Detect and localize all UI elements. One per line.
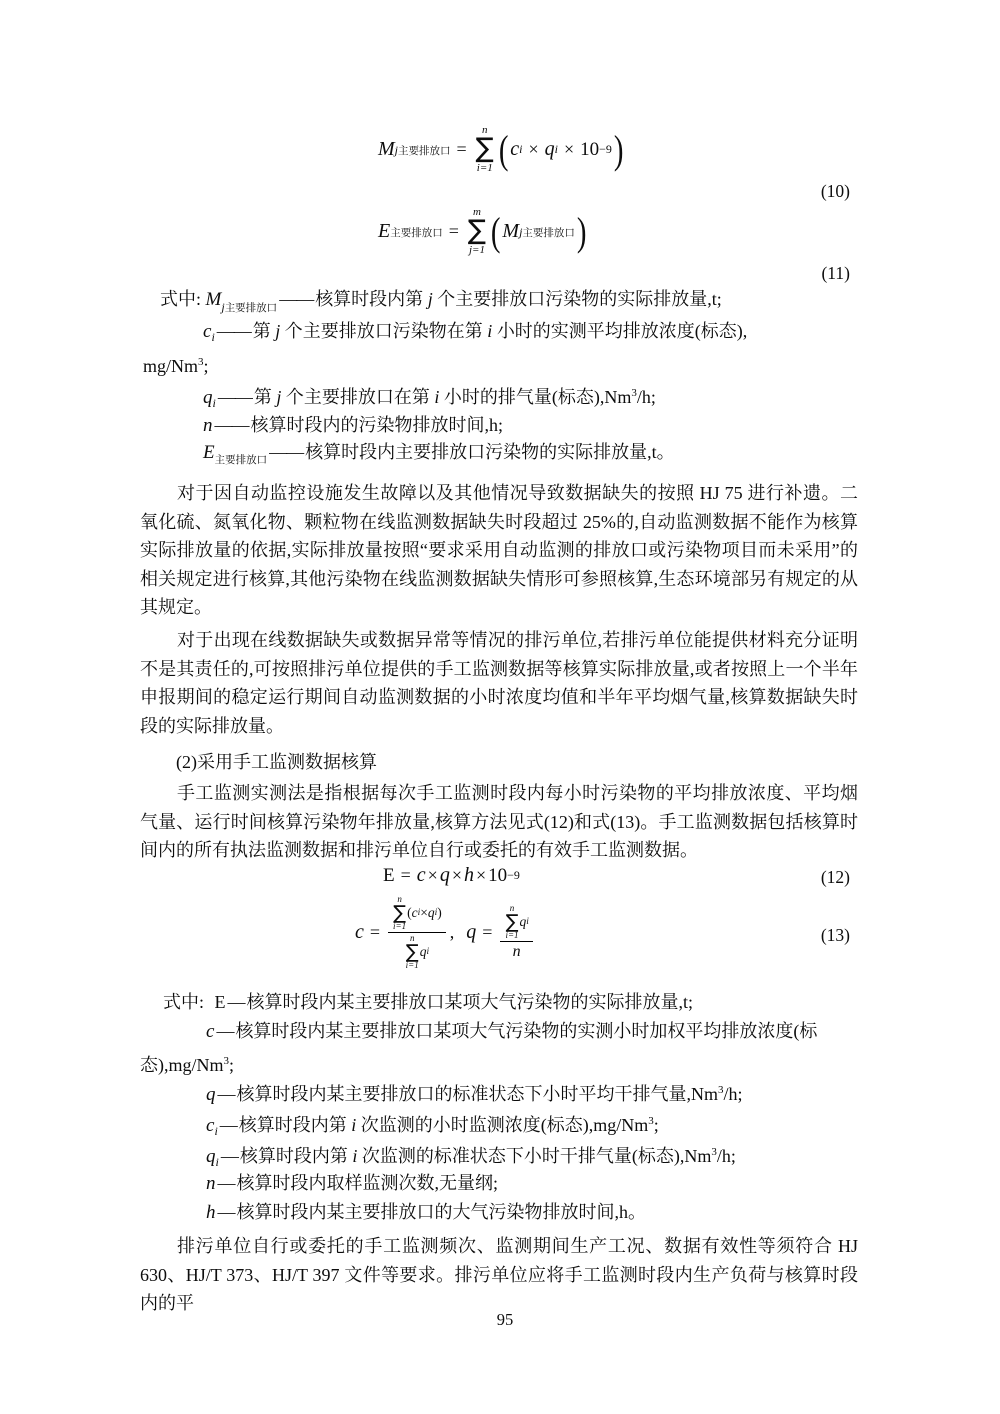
comma: , <box>449 922 455 942</box>
def-line-n2 <box>206 1171 498 1196</box>
math-sub-italic: j <box>394 142 399 157</box>
math-sub: i <box>215 1155 219 1169</box>
definition-text: 核算时段内第 <box>238 1115 352 1135</box>
definition-dash: —— <box>269 442 304 462</box>
left-paren: ( <box>498 126 509 172</box>
math-var: q <box>206 1146 216 1167</box>
definition-text: 核算时段内取样监测次数,无量纲; <box>236 1173 498 1193</box>
definition-text: 第 <box>252 321 276 341</box>
times-op: × <box>528 139 539 159</box>
def-line-M <box>160 287 722 321</box>
math-var: E <box>214 992 226 1012</box>
unit-text: mg/Nm <box>143 356 199 376</box>
math-var-inline: i <box>351 1115 357 1135</box>
heading-manual-monitoring: (2)采用手工监测数据核算 <box>176 752 377 772</box>
math-var-inline: j <box>276 387 282 407</box>
times-op: × <box>427 865 438 885</box>
definition-text: 个主要排放口在第 <box>281 387 435 407</box>
where-label: 式中: <box>160 289 202 309</box>
math-var: h <box>463 864 474 886</box>
unit-sup: 3 <box>198 356 204 368</box>
def-line-h2 <box>206 1200 646 1225</box>
paragraph-responsibility: 对于出现在线数据缺失或数据异常等情况的排污单位,若排污单位能提供材料充分证明不是其责任的,可按照排污单位提供的手工监测数据等核算实际排放量,或者按照上一个半年申报期间的稳定运行期间自动监测数据的小时浓度均值和半年平均烟气量,核算数据缺失时段的实际排放量。 <box>140 630 858 736</box>
math-sub: i <box>526 917 529 927</box>
math-var: M <box>502 220 520 242</box>
right-paren: ) <box>437 905 442 920</box>
math-var: c <box>355 921 364 943</box>
definition-text: 小时的排气量(标态),Nm <box>439 387 632 407</box>
math-var: q <box>439 864 450 886</box>
sum-upper: n <box>397 894 402 904</box>
math-sub-cjk: 主要排放口 <box>224 303 278 314</box>
math-var: c <box>206 1115 215 1136</box>
unit-sup: 3 <box>648 1115 654 1127</box>
math-var: q <box>206 1084 216 1105</box>
math-var: q <box>203 387 213 408</box>
math-var: n <box>206 1173 216 1194</box>
math-const: 10 <box>488 864 508 886</box>
page-number: 95 <box>496 1310 514 1329</box>
definition-text: 次监测的标准状态下小时干排气量(标态),Nm <box>357 1146 712 1166</box>
math-sub-italic: j <box>221 300 225 314</box>
sum-upper: n <box>482 124 488 136</box>
definition-dash: — <box>217 1173 235 1193</box>
def-line-c2 <box>206 1019 817 1044</box>
sum-lower: i=1 <box>505 930 519 940</box>
unit-sup: 3 <box>711 1146 717 1158</box>
math-var: c <box>510 138 520 160</box>
equation-number-10 <box>140 181 850 202</box>
definition-text: 个主要排放口污染物的实际排放量,t; <box>432 289 722 309</box>
math-sub-italic: j <box>519 224 523 239</box>
def-line-unit <box>143 350 209 378</box>
math-sub: i <box>434 908 438 918</box>
math-var-inline: j <box>275 321 281 341</box>
math-var: q <box>427 905 435 920</box>
math-var: c <box>206 1021 215 1042</box>
definition-text: /h; <box>723 1084 743 1104</box>
sigma-symbol: ∑ <box>467 215 487 246</box>
math-var: E <box>383 864 395 886</box>
definition-text: /h; <box>636 387 656 407</box>
sigma-symbol: ∑ <box>393 902 406 924</box>
math-var: E <box>203 442 215 463</box>
math-sub: i <box>426 947 430 957</box>
math-op: = <box>369 922 381 942</box>
paragraph-monitoring-frequency: 排污单位自行或委托的手工监测频次、监测期间生产工况、数据有效性等须符合 HJ 630、HJ/T 373、HJ/T 397 文件等要求。排污单位应将手工监测时段内生产负荷与核算时段内的平 <box>140 1236 858 1314</box>
summation <box>476 125 494 174</box>
math-sub: i <box>214 1124 218 1138</box>
def-line-E2 <box>163 990 693 1014</box>
math-var: h <box>206 1202 216 1223</box>
math-sub: i <box>554 142 558 156</box>
definition-dash: —— <box>279 289 314 309</box>
math-var-inline: i <box>352 1146 358 1166</box>
def-line-q2 <box>206 1078 743 1107</box>
math-var: c <box>416 864 426 886</box>
sigma-symbol: ∑ <box>475 133 494 164</box>
definition-text: 核算时段内某主要排放口某项大气污染物的实际排放量,t; <box>246 992 694 1012</box>
def-line-unit2 <box>140 1049 234 1077</box>
def-line-E <box>203 440 675 473</box>
def-line-ci2 <box>206 1109 659 1143</box>
sum-lower: i=1 <box>476 162 493 174</box>
math-op: = <box>482 922 493 942</box>
equation-number-13 <box>140 925 850 946</box>
left-paren: ( <box>407 905 412 920</box>
math-op: = <box>400 865 411 885</box>
unit-text: ; <box>203 356 209 376</box>
definition-text: 第 <box>253 387 277 407</box>
math-var: n <box>512 943 521 960</box>
math-const: 10 <box>580 138 600 160</box>
math-sub: i <box>519 142 523 156</box>
right-paren: ) <box>613 126 624 172</box>
definition-dash: — <box>217 1202 235 1222</box>
definition-dash: —— <box>216 321 251 341</box>
math-var: q <box>544 138 555 160</box>
definition-dash: — <box>216 1021 234 1041</box>
unit-sup: 3 <box>223 1055 229 1067</box>
math-var-inline: i <box>487 321 493 341</box>
definition-dash: — <box>220 1146 238 1166</box>
math-exp: −9 <box>507 868 520 882</box>
sum-lower: i=1 <box>405 960 419 970</box>
left-paren: ( <box>490 208 501 254</box>
sigma-symbol: ∑ <box>505 911 519 933</box>
where-label: 式中: <box>163 992 205 1012</box>
math-sub <box>519 224 575 240</box>
math-var: c <box>203 321 212 342</box>
definition-text: 核算时段内某主要排放口的标准状态下小时平均干排气量,Nm <box>236 1084 718 1104</box>
math-sub: i <box>417 908 421 918</box>
times-op: × <box>563 139 575 159</box>
math-exp: −9 <box>599 142 612 156</box>
definition-text: 核算时段内第 <box>315 289 428 309</box>
math-sub <box>221 299 277 315</box>
times-op: × <box>420 905 428 920</box>
math-op: = <box>456 139 467 159</box>
sigma-symbol: ∑ <box>405 941 419 963</box>
math-var: M <box>205 289 222 310</box>
definition-dash: — <box>219 1115 237 1135</box>
right-paren: ) <box>576 208 587 254</box>
sum-lower: j=1 <box>468 244 485 256</box>
definition-text: /h; <box>716 1146 736 1166</box>
math-var: q <box>519 914 527 929</box>
definition-text: 核算时段内的污染物排放时间,h; <box>250 415 503 435</box>
math-sub <box>395 142 451 158</box>
equation-number-12 <box>140 864 850 888</box>
math-var: n <box>203 415 213 436</box>
definition-text: ; <box>653 1115 659 1135</box>
paragraph-manual-method: 手工监测实测法是指根据每次手工监测时段内每小时污染物的平均排放浓度、平均烟气量、运行时间核算污染物年排放量,核算方法见式(12)和式(13)。手工监测数据包括核算时间内的所有执法监测数据和排污单位自行或委托的有效手工监测数据。 <box>140 783 858 861</box>
sum-upper: m <box>473 206 481 218</box>
sum-upper: n <box>409 933 415 943</box>
math-var: E <box>378 220 391 242</box>
unit-sup: 3 <box>718 1084 724 1096</box>
equation-number-text: (10) <box>820 181 850 201</box>
definition-text: 个主要排放口污染物在第 <box>280 321 488 341</box>
math-sub-cjk: 主要排放口 <box>214 455 268 466</box>
unit-text: 态),mg/Nm <box>140 1055 224 1075</box>
math-sub-cjk: 主要排放口 <box>398 145 451 157</box>
math-var: M <box>378 138 395 160</box>
equation-number-text: (13) <box>820 925 850 945</box>
definition-text: 核算时段内主要排放口污染物的实际排放量,t。 <box>305 442 675 462</box>
math-sub-cjk: 主要排放口 <box>522 227 575 239</box>
sum-lower: i=1 <box>393 921 407 931</box>
def-line-qi2 <box>206 1140 736 1174</box>
def-line-n <box>203 413 503 438</box>
math-op: = <box>448 221 459 241</box>
unit-sup: 3 <box>631 387 637 399</box>
math-sub: i <box>212 396 216 410</box>
math-var: q <box>466 921 477 943</box>
definition-dash: —— <box>217 387 252 407</box>
definition-text: 核算时段内第 <box>239 1146 353 1166</box>
definition-dash: — <box>217 1084 235 1104</box>
paragraph-data-gap-rules: 对于因自动监控设施发生故障以及其他情况导致数据缺失的按照 HJ 75 进行补遗。二氧化硫、氮氧化物、颗粒物在线监测数据缺失时段超过 25%的,自动监测数据不能作为核算实际排放量的依据,实际排放量按照“要求采用自动监测的排放口或污染物项目而未采用”的相关规定进行核算,其他污染物在线监测数据缺失情形可参照核算,生态环境部另有规定的从其规定。 <box>140 483 858 618</box>
equation-number-text: (12) <box>820 867 850 887</box>
math-var-inline: i <box>434 387 440 407</box>
def-line-qi <box>203 381 656 415</box>
times-op: × <box>451 865 462 885</box>
math-sub: i <box>211 330 215 344</box>
definition-dash: —— <box>214 415 249 435</box>
formula-11 <box>378 207 588 256</box>
def-line-ci <box>203 319 747 349</box>
math-sub <box>390 224 443 240</box>
definition-text: 次监测的小时监测浓度(标态),mg/Nm <box>356 1115 649 1135</box>
definition-text: 核算时段内某主要排放口的大气污染物排放时间,h。 <box>236 1202 646 1222</box>
summation <box>468 207 486 256</box>
math-sub-cjk: 主要排放口 <box>390 227 443 239</box>
definition-text: 小时的实测平均排放浓度(标态), <box>492 321 748 341</box>
math-var-inline: j <box>427 289 433 309</box>
equation-number-11 <box>140 263 850 284</box>
math-var: q <box>419 944 427 959</box>
unit-text: ; <box>229 1055 235 1075</box>
definition-dash: — <box>227 992 245 1012</box>
times-op: × <box>475 865 487 885</box>
equation-number-text: (11) <box>821 263 850 283</box>
math-var: c <box>411 905 418 920</box>
formula-10 <box>378 125 625 174</box>
definition-text: 核算时段内某主要排放口某项大气污染物的实测小时加权平均排放浓度(标 <box>235 1021 818 1041</box>
sum-upper: n <box>509 903 515 913</box>
